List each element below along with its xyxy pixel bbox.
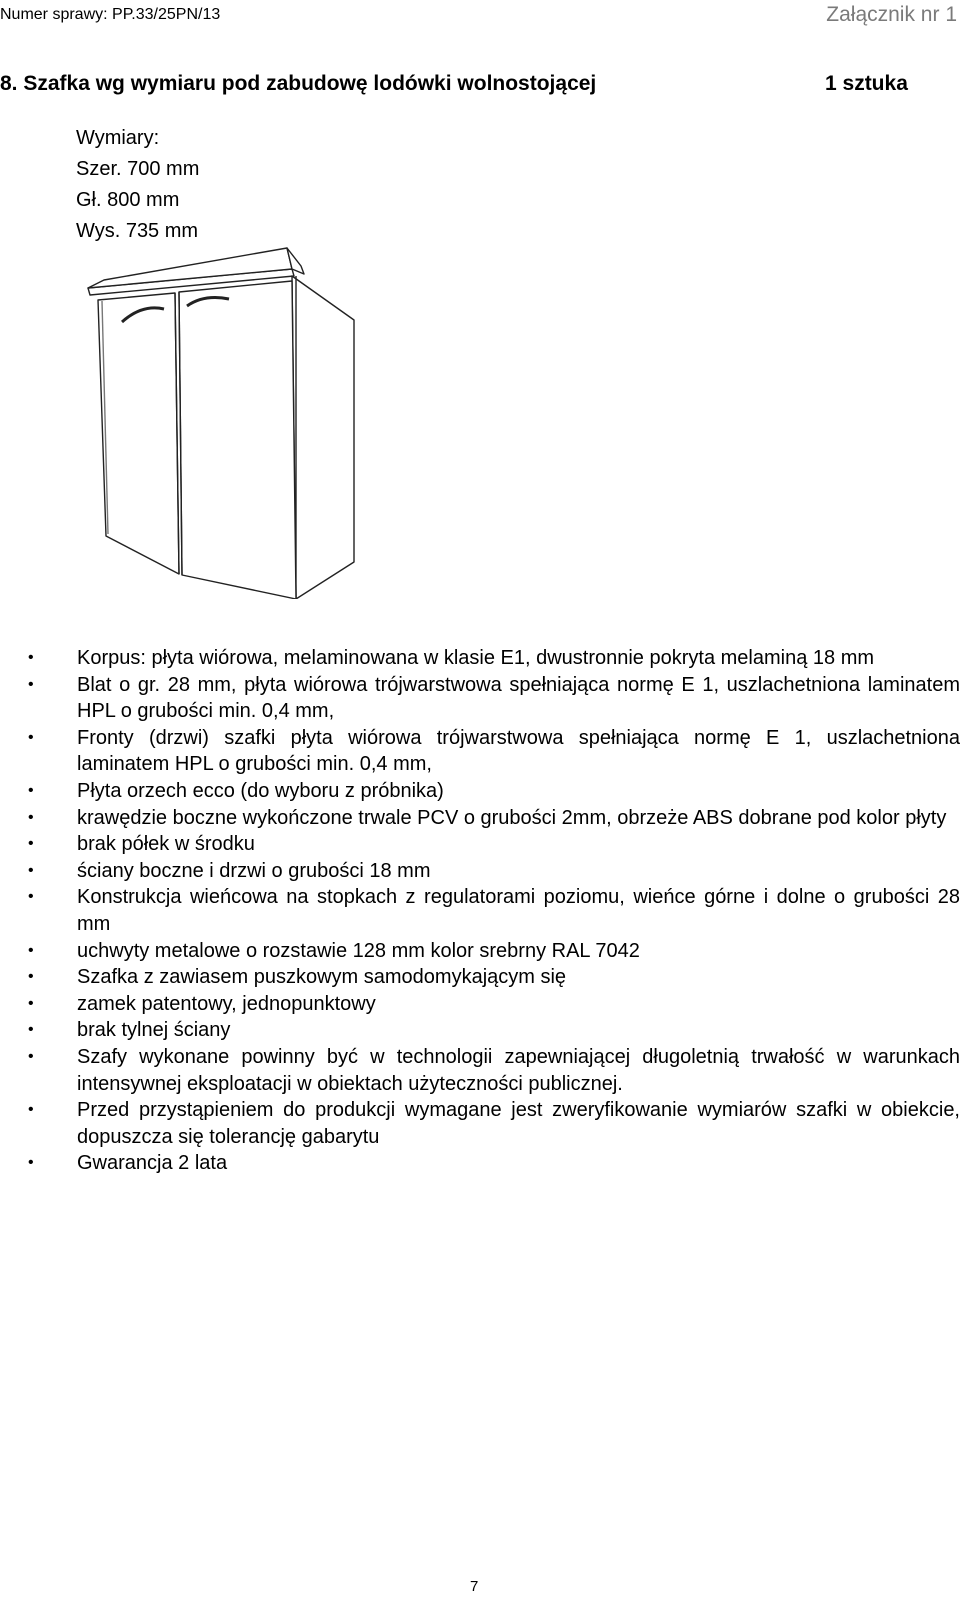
list-item-text: Konstrukcja wieńcowa na stopkach z regulatorami poziomu, wieńce górne i dolne o grubości 28 mm: [77, 886, 960, 935]
list-item: [28, 964, 960, 991]
list-item-text: Blat o gr. 28 mm, płyta wiórowa trójwarstwowa spełniająca normę E 1, uszlachetniona laminatem HPL o grubości min. 0,4 mm,: [77, 673, 960, 723]
list-item: [28, 778, 960, 805]
bullet-icon: •: [28, 1047, 34, 1065]
cabinet-drawing-icon: [82, 244, 372, 599]
bullet-icon: •: [28, 781, 34, 799]
list-item: [28, 1017, 960, 1044]
list-item-text: brak półek w środku: [77, 833, 255, 856]
list-item: [28, 858, 960, 885]
specification-list: [28, 645, 960, 1177]
list-item-text: Fronty (drzwi) szafki płyta wiórowa trójwarstwowa spełniająca normę E 1, uszlachetniona laminatem HPL o grubości min. 0,4 mm,: [77, 726, 960, 776]
bullet-icon: •: [28, 808, 34, 826]
list-item: [28, 805, 960, 832]
list-item-text: brak tylnej ściany: [77, 1019, 231, 1042]
bullet-icon: •: [28, 968, 34, 986]
list-item: [28, 1097, 960, 1150]
annex-label: Załącznik nr 1: [826, 3, 957, 26]
list-item: [28, 831, 960, 858]
list-item: [28, 1044, 960, 1097]
bullet-icon: •: [28, 888, 34, 906]
list-item: [28, 991, 960, 1018]
list-item-text: Szafka z zawiasem puszkowym samodomykającym się: [77, 966, 567, 989]
list-item: [28, 884, 960, 937]
bullet-icon: •: [28, 994, 34, 1012]
section-title: 8. Szafka wg wymiaru pod zabudowę lodówki wolnostojącej: [0, 72, 597, 95]
page-header: [0, 0, 960, 30]
bullet-icon: •: [28, 728, 34, 746]
list-item-text: krawędzie boczne wykończone trwale PCV o grubości 2mm, obrzeże ABS dobrane pod kolor płyty: [77, 806, 947, 829]
quantity: 1 sztuka: [825, 72, 908, 95]
list-item-text: uchwyty metalowe o rozstawie 128 mm kolor srebrny RAL 7042: [77, 939, 640, 962]
list-item-text: zamek patentowy, jednopunktowy: [77, 992, 376, 1015]
list-item-text: Płyta orzech ecco (do wyboru z próbnika): [77, 779, 444, 802]
list-item-text: Przed przystąpieniem do produkcji wymagane jest zweryfikowanie wymiarów szafki w obiekcie, dopuszcza się tolerancję gabarytu: [77, 1099, 960, 1148]
dimensions-heading: Wymiary:: [76, 127, 160, 149]
dimension-width: Szer. 700 mm: [76, 158, 200, 180]
bullet-icon: •: [28, 861, 34, 879]
dimension-height: Wys. 735 mm: [76, 220, 199, 242]
page-number: 7: [470, 1578, 479, 1595]
bullet-icon: •: [28, 675, 34, 693]
list-item: [28, 1150, 960, 1177]
bullet-icon: •: [28, 1101, 34, 1119]
list-item-text: Szafy wykonane powinny być w technologii zapewniającej długoletnią trwałość w warunkach intensywnej eksploatacji w obiektach użyteczności publicznej.: [77, 1045, 960, 1095]
bullet-icon: •: [28, 649, 34, 666]
list-item-text: Korpus: płyta wiórowa, melaminowana w klasie E1, dwustronnie pokryta melaminą 18 mm: [77, 647, 875, 669]
list-item: [28, 938, 960, 965]
dimensions-block: [76, 123, 199, 247]
list-item: [28, 725, 960, 778]
bullet-icon: •: [28, 941, 34, 959]
bullet-icon: •: [28, 835, 34, 853]
case-number: Numer sprawy: PP.33/25PN/13: [0, 6, 221, 23]
list-item: [28, 645, 960, 672]
dimension-depth: Gł. 800 mm: [76, 189, 180, 211]
bullet-icon: •: [28, 1021, 34, 1039]
list-item-text: ściany boczne i drzwi o grubości 18 mm: [77, 859, 431, 882]
list-item-text: Gwarancja 2 lata: [77, 1152, 228, 1175]
bullet-icon: •: [28, 1154, 34, 1172]
list-item: [28, 672, 960, 725]
